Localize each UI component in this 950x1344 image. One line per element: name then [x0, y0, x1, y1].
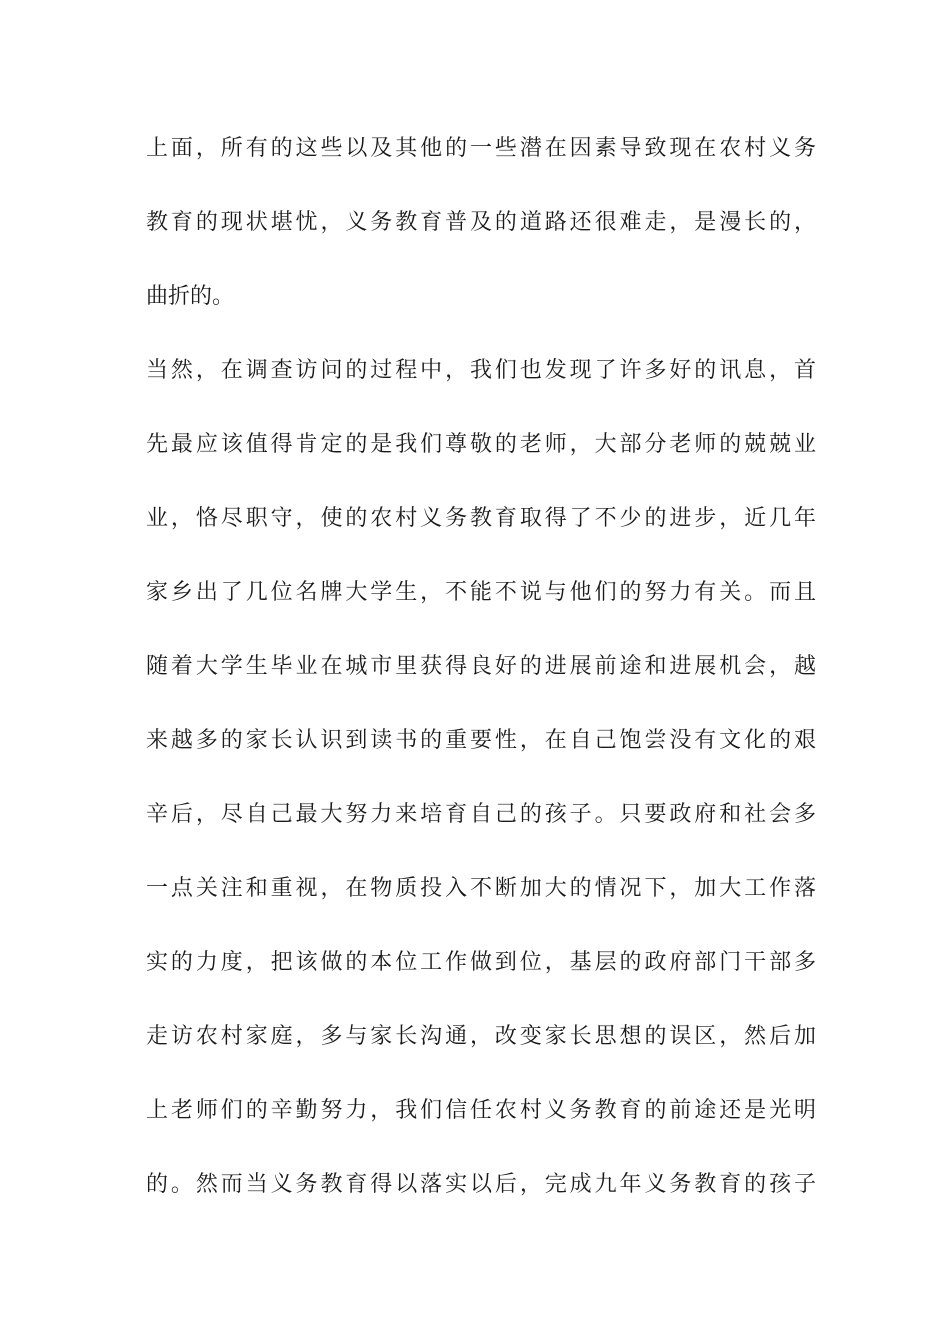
body-text	[146, 127, 816, 1237]
text-line: 随着大学生毕业在城市里获得良好的进展前途和进展机会，越	[146, 654, 816, 679]
text-line: 走访农村家庭，多与家长沟通，改变家长思想的误区，然后加	[146, 1024, 816, 1049]
text-line: 业，恪尽职守，使的农村义务教育取得了不少的进步，近几年	[146, 506, 816, 531]
text-line: 的。然而当义务教育得以落实以后，完成九年义务教育的孩子	[146, 1172, 816, 1197]
text-line: 上老师们的辛勤努力，我们信任农村义务教育的前途还是光明	[146, 1098, 816, 1123]
text-line: 上面，所有的这些以及其他的一些潜在因素导致现在农村义务	[146, 136, 816, 161]
text-line: 当然，在调查访问的过程中，我们也发现了许多好的讯息，首	[146, 358, 816, 383]
text-line: 来越多的家长认识到读书的重要性，在自己饱尝没有文化的艰	[146, 728, 816, 753]
text-line: 先最应该值得肯定的是我们尊敬的老师，大部分老师的兢兢业	[146, 432, 816, 457]
text-line: 教育的现状堪忧，义务教育普及的道路还很难走，是漫长的，	[146, 210, 816, 235]
text-line: 家乡出了几位名牌大学生，不能不说与他们的努力有关。而且	[146, 580, 816, 605]
text-line: 一点关注和重视，在物质投入不断加大的情况下，加大工作落	[146, 876, 816, 901]
text-line: 曲折的。	[146, 284, 235, 309]
text-line: 实的力度，把该做的本位工作做到位，基层的政府部门干部多	[146, 950, 816, 975]
text-line: 辛后，尽自己最大努力来培育自己的孩子。只要政府和社会多	[146, 802, 816, 827]
